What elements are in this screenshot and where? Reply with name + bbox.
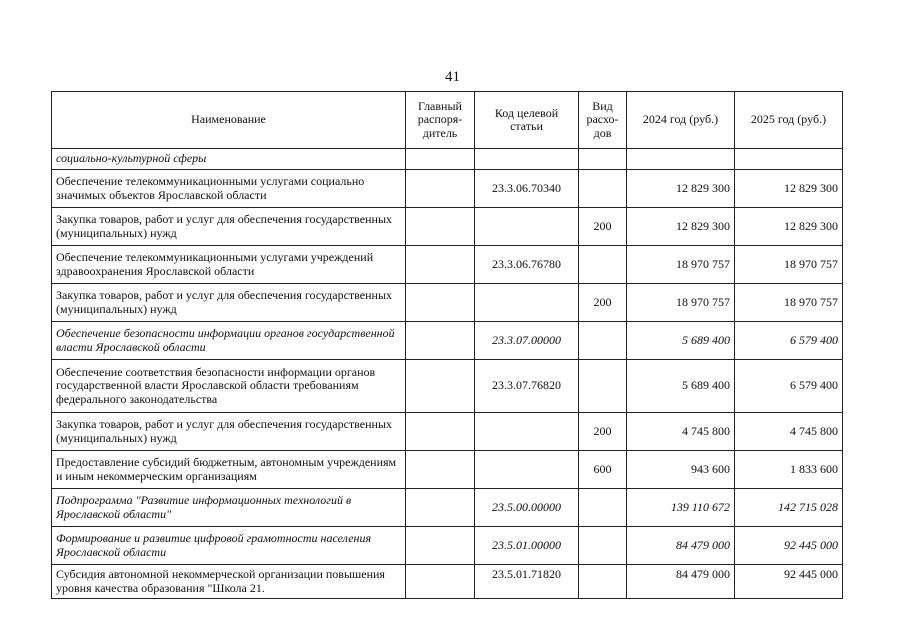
cell-name: Закупка товаров, работ и услуг для обеспечения государственных (муниципальных) нужд bbox=[52, 413, 406, 451]
cell-code: 23.3.07.00000 bbox=[475, 322, 579, 360]
cell-name: Закупка товаров, работ и услуг для обеспечения государственных (муниципальных) нужд bbox=[52, 208, 406, 246]
cell-2025: 6 579 400 bbox=[735, 322, 843, 360]
cell-2024: 84 479 000 bbox=[627, 565, 735, 599]
cell-expense: 600 bbox=[579, 451, 627, 489]
header-name: Наименование bbox=[52, 92, 406, 149]
cell-admin bbox=[406, 170, 475, 208]
cell-admin bbox=[406, 413, 475, 451]
table-row bbox=[52, 208, 843, 246]
cell-2024: 5 689 400 bbox=[627, 322, 735, 360]
cell-2025: 142 715 028 bbox=[735, 489, 843, 527]
cell-code bbox=[475, 451, 579, 489]
cell-expense: 200 bbox=[579, 284, 627, 322]
cell-expense bbox=[579, 360, 627, 413]
cell-2024: 18 970 757 bbox=[627, 284, 735, 322]
cell-2025 bbox=[735, 149, 843, 170]
cell-name: Закупка товаров, работ и услуг для обеспечения государственных (муниципальных) нужд bbox=[52, 284, 406, 322]
cell-expense bbox=[579, 565, 627, 599]
table-row bbox=[52, 527, 843, 565]
cell-2024: 4 745 800 bbox=[627, 413, 735, 451]
cell-admin bbox=[406, 246, 475, 284]
cell-admin bbox=[406, 489, 475, 527]
cell-name: Формирование и развитие цифровой грамотности населения Ярославской области bbox=[52, 527, 406, 565]
cell-admin bbox=[406, 149, 475, 170]
cell-code bbox=[475, 413, 579, 451]
cell-expense bbox=[579, 149, 627, 170]
cell-expense bbox=[579, 170, 627, 208]
table-row bbox=[52, 413, 843, 451]
cell-2024: 943 600 bbox=[627, 451, 735, 489]
cell-2025: 92 445 000 bbox=[735, 527, 843, 565]
header-2024: 2024 год (руб.) bbox=[627, 92, 735, 149]
header-admin: Главный распоря-дитель bbox=[406, 92, 475, 149]
cell-code bbox=[475, 149, 579, 170]
cell-code: 23.5.00.00000 bbox=[475, 489, 579, 527]
table-row bbox=[52, 360, 843, 413]
cell-2024: 84 479 000 bbox=[627, 527, 735, 565]
cell-name: Обеспечение соответствия безопасности информации органов государственной власти Ярославской области требованиям федерального законодательства bbox=[52, 360, 406, 413]
cell-expense: 200 bbox=[579, 208, 627, 246]
header-code: Код целевой статьи bbox=[475, 92, 579, 149]
cell-admin bbox=[406, 208, 475, 246]
table-row bbox=[52, 246, 843, 284]
budget-table bbox=[51, 91, 843, 599]
cell-2025: 18 970 757 bbox=[735, 284, 843, 322]
table-row bbox=[52, 284, 843, 322]
cell-code: 23.5.01.71820 bbox=[475, 565, 579, 599]
table-row bbox=[52, 170, 843, 208]
cell-2024: 5 689 400 bbox=[627, 360, 735, 413]
cell-name: Обеспечение безопасности информации органов государственной власти Ярославской области bbox=[52, 322, 406, 360]
cell-2025: 4 745 800 bbox=[735, 413, 843, 451]
cell-admin bbox=[406, 284, 475, 322]
header-expense: Вид расхо-дов bbox=[579, 92, 627, 149]
cell-code bbox=[475, 208, 579, 246]
cell-2024: 12 829 300 bbox=[627, 208, 735, 246]
table-row bbox=[52, 149, 843, 170]
table-row bbox=[52, 451, 843, 489]
cell-2025: 18 970 757 bbox=[735, 246, 843, 284]
cell-name: Субсидия автономной некоммерческой организации повышения уровня качества образования "Школа 21. bbox=[52, 565, 406, 599]
cell-name: социально-культурной сферы bbox=[52, 149, 406, 170]
cell-code: 23.3.07.76820 bbox=[475, 360, 579, 413]
page-number: 41 bbox=[445, 69, 460, 85]
cell-2024: 139 110 672 bbox=[627, 489, 735, 527]
cell-code: 23.3.06.70340 bbox=[475, 170, 579, 208]
cell-expense bbox=[579, 489, 627, 527]
cell-admin bbox=[406, 360, 475, 413]
cell-2024: 12 829 300 bbox=[627, 170, 735, 208]
cell-2025: 12 829 300 bbox=[735, 170, 843, 208]
cell-name: Подпрограмма "Развитие информационных технологий в Ярославской области" bbox=[52, 489, 406, 527]
cell-2025: 92 445 000 bbox=[735, 565, 843, 599]
cell-admin bbox=[406, 322, 475, 360]
cell-admin bbox=[406, 451, 475, 489]
cell-name: Обеспечение телекоммуникационными услугами социально значимых объектов Ярославской области bbox=[52, 170, 406, 208]
cell-expense bbox=[579, 246, 627, 284]
cell-name: Обеспечение телекоммуникационными услугами учреждений здравоохранения Ярославской области bbox=[52, 246, 406, 284]
cell-code: 23.5.01.00000 bbox=[475, 527, 579, 565]
header-2025: 2025 год (руб.) bbox=[735, 92, 843, 149]
table-row bbox=[52, 489, 843, 527]
table-row bbox=[52, 322, 843, 360]
table-row bbox=[52, 565, 843, 599]
cell-admin bbox=[406, 527, 475, 565]
cell-2024: 18 970 757 bbox=[627, 246, 735, 284]
cell-admin bbox=[406, 565, 475, 599]
cell-2024 bbox=[627, 149, 735, 170]
cell-2025: 6 579 400 bbox=[735, 360, 843, 413]
cell-code bbox=[475, 284, 579, 322]
cell-expense bbox=[579, 527, 627, 565]
cell-expense bbox=[579, 322, 627, 360]
cell-2025: 1 833 600 bbox=[735, 451, 843, 489]
table-header-row bbox=[52, 92, 843, 149]
cell-2025: 12 829 300 bbox=[735, 208, 843, 246]
cell-expense: 200 bbox=[579, 413, 627, 451]
cell-name: Предоставление субсидий бюджетным, автономным учреждениям и иным некоммерческим организациям bbox=[52, 451, 406, 489]
cell-code: 23.3.06.76780 bbox=[475, 246, 579, 284]
